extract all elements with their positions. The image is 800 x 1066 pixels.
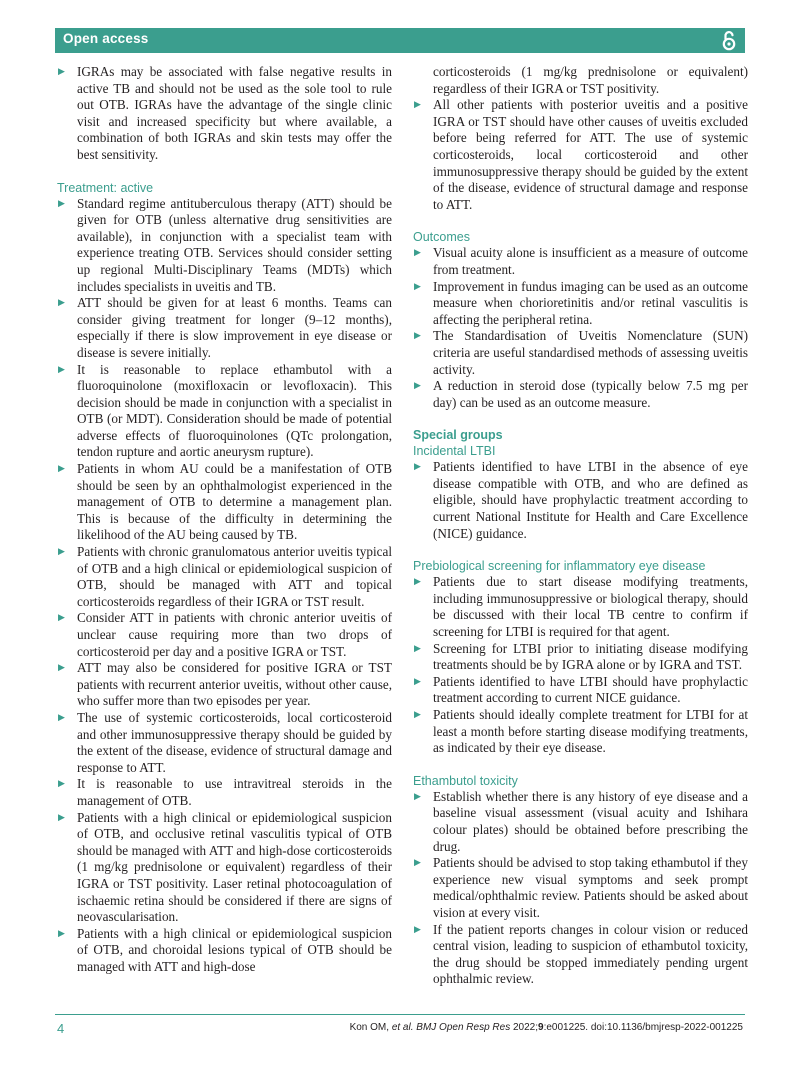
bullet-item: ▶ Patients with chronic granulomatous anterior uveitis typical of OTB and a high clinical or epidemiological suspicion of OTB, should be managed with ATT and topical corticosteroids regardless of their IGRA or TST result. bbox=[57, 544, 392, 610]
bullet-item: ▶ ATT may also be considered for positive IGRA or TST patients with recurrent anterior uveitis, without other cause, who suffer more than two episodes per year. bbox=[57, 660, 392, 710]
bullet-item: ▶ If the patient reports changes in colour vision or reduced central vision, leading to suspicion of ethambutol toxicity, the drug should be stopped immediately pending urgent ophthalmic review. bbox=[413, 922, 748, 988]
bullet-item: ▶ It is reasonable to replace ethambutol with a fluoroquinolone (moxifloxacin or levofloxacin). This decision should be made in conjunction with a specialist in OTB (or MDT). Consideration should be made of potential adverse effects of fluoroquinolones (QTc prolongation, tendon rupture and aortic aneurysm rupture). bbox=[57, 362, 392, 462]
bullet-item: ▶ Patients due to start disease modifying treatments, including immunosuppressive or biological therapy, should be discussed with their local TB centre to confirm if screening for LTBI is required for that agent. bbox=[413, 574, 748, 640]
bullet-item: ▶ The Standardisation of Uveitis Nomenclature (SUN) criteria are useful standardised methods of assessing uveitis activity. bbox=[413, 328, 748, 378]
bullet-item: ▶ Patients identified to have LTBI should have prophylactic treatment according to current NICE guidance. bbox=[413, 674, 748, 707]
bullet-item: ▶ It is reasonable to use intravitreal steroids in the management of OTB. bbox=[57, 776, 392, 809]
continuation-text: corticosteroids (1 mg/kg prednisolone or equivalent) regardless of their IGRA or TST positivity. bbox=[433, 64, 748, 96]
bullet-item: ▶ Patients identified to have LTBI in the absence of eye disease compatible with OTB, and who are defined as eligible, should have prophylactic treatment according to current National Institute for Health and Care Excellence (NICE) guidance. bbox=[413, 459, 748, 542]
section-label: Open access bbox=[63, 31, 149, 46]
bullet-item: ▶ A reduction in steroid dose (typically below 7.5 mg per day) can be used as an outcome measure. bbox=[413, 378, 748, 411]
bullet-item: ▶ IGRAs may be associated with false negative results in active TB and should not be used as the sole tool to rule out OTB. IGRAs have the advantage of the single clinic visit and increased specificity but where available, a combination of both IGRAs and skin tests may offer the best sensitivity. bbox=[57, 64, 392, 164]
prebio-bullet-list bbox=[413, 574, 748, 757]
intro-bullet-list bbox=[57, 64, 392, 164]
treatment-heading: Treatment: active bbox=[57, 180, 154, 195]
ltbi-heading: Incidental LTBI bbox=[413, 444, 496, 459]
ethambutol-bullet-list bbox=[413, 789, 748, 988]
citation-journal: et al. BMJ Open Resp Res bbox=[391, 1022, 511, 1033]
prebio-heading: Prebiological screening for inflammatory eye disease bbox=[413, 559, 706, 574]
page-number: 4 bbox=[57, 1021, 65, 1036]
bullet-item: ▶ Visual acuity alone is insufficient as a measure of outcome from treatment. bbox=[413, 245, 748, 278]
continuation-bullet-list bbox=[413, 97, 748, 213]
bullet-item: ▶ Patients in whom AU could be a manifestation of OTB should be seen by an ophthalmologist experienced in the management of OTB to determine a management plan. This is because of the difficulty in determining the likelihood of the AU being caused by TB. bbox=[57, 461, 392, 544]
left-column bbox=[57, 64, 392, 975]
bullet-item: ▶ Establish whether there is any history of eye disease and a baseline visual assessment (visual acuity and Ishihara colour plates) should be obtained before prescribing the drug. bbox=[413, 789, 748, 855]
bullet-item: ▶ Screening for LTBI prior to initiating disease modifying treatments should be by IGRA alone or by IGRA and TST. bbox=[413, 641, 748, 674]
bullet-item: ▶ Standard regime antituberculous therapy (ATT) should be given for OTB (unless alternative drug sensitivities are available), in conjunction with a specialist team with experience treating OTB. Services should consider setting up regional Multi-Disciplinary Teams (MDTs) which includes specialists in uveitis and TB. bbox=[57, 196, 392, 296]
citation-volume: 9 bbox=[538, 1022, 544, 1033]
bullet-item: ▶ Patients with a high clinical or epidemiological suspicion of OTB, and occlusive retinal vasculitis typical of OTB should be managed with ATT and high-dose corticosteroids (1 mg/kg prednisolone or equivalent) regardless of their IGRA or TST positivity. Laser retinal photocoagulation of ischaemic retina should be considered if there are signs of neovascularisation. bbox=[57, 810, 392, 926]
bullet-item: ▶ Patients should ideally complete treatment for LTBI for at least a month before starting disease modifying treatments, as indicated by their eye disease. bbox=[413, 707, 748, 757]
right-column bbox=[413, 64, 748, 988]
special-groups-heading: Special groups bbox=[413, 428, 503, 443]
citation-year: 2022; bbox=[510, 1022, 539, 1033]
header-bar bbox=[55, 28, 745, 53]
outcomes-heading: Outcomes bbox=[413, 230, 470, 245]
bullet-item: ▶ Consider ATT in patients with chronic anterior uveitis of unclear cause requiring more than two drops of corticosteroid per day and a positive IGRA or TST. bbox=[57, 610, 392, 660]
bullet-item: ▶ Patients with a high clinical or epidemiological suspicion of OTB, and choroidal lesions typical of OTB should be managed with ATT and high-dose bbox=[57, 926, 392, 976]
footer-rule bbox=[55, 1014, 745, 1015]
ltbi-bullet-list bbox=[413, 459, 748, 542]
bullet-item: ▶ Patients should be advised to stop taking ethambutol if they experience new visual symptoms and seek prompt medical/ophthalmic review. Patients should be asked about vision at every visit. bbox=[413, 855, 748, 921]
bullet-item: ▶ Improvement in fundus imaging can be used as an outcome measure when chorioretinitis and/or retinal vasculitis is affecting the peripheral retina. bbox=[413, 279, 748, 329]
bullet-item: ▶ All other patients with posterior uveitis and a positive IGRA or TST should have other causes of uveitis excluded before being referred for ATT. The use of systemic corticosteroids, local corticosteroid and other immunosuppressive therapy should be guided by the extent of the disease, evidence of structural damage and response to ATT. bbox=[413, 97, 748, 213]
treatment-bullet-list bbox=[57, 196, 392, 976]
open-access-lock-icon bbox=[721, 30, 737, 51]
bullet-item: ▶ The use of systemic corticosteroids, local corticosteroid and other immunosuppressive therapy should be guided by the extent of the disease, evidence of structural damage and response to ATT. bbox=[57, 710, 392, 776]
ethambutol-heading: Ethambutol toxicity bbox=[413, 773, 518, 788]
citation bbox=[350, 1022, 743, 1033]
citation-author: Kon OM, bbox=[349, 1022, 392, 1033]
citation-doi: :e001225. doi:10.1136/bmjresp-2022-001225 bbox=[543, 1022, 743, 1033]
bullet-item: ▶ ATT should be given for at least 6 months. Teams can consider giving treatment for longer (9–12 months), especially if there is slow improvement in eye disease or disease is severe initially. bbox=[57, 295, 392, 361]
outcomes-bullet-list bbox=[413, 245, 748, 411]
